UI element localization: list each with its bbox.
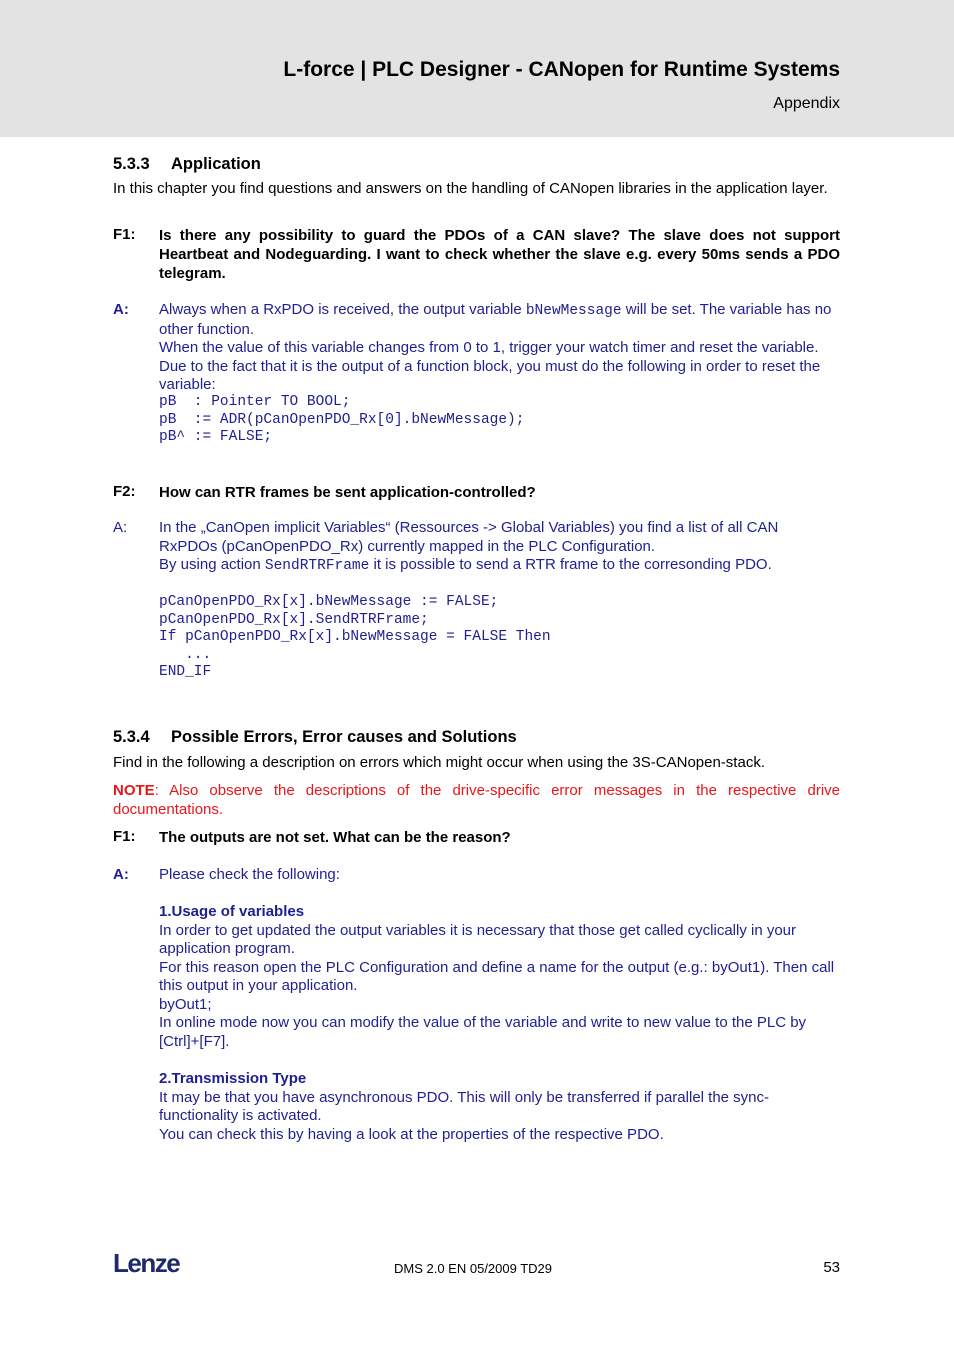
answer-label: A: [113, 519, 128, 536]
footer-doc-id: DMS 2.0 EN 05/2009 TD29 [394, 1261, 553, 1276]
question-label: F1: [113, 226, 136, 243]
check-item-usage [159, 903, 840, 1051]
answer-text [159, 519, 840, 576]
logo-text: Lenze [113, 1248, 180, 1278]
answer-text-part: will be set. The variable has no other function. [159, 301, 832, 338]
document-section: Appendix [773, 95, 840, 112]
section-number: 5.3.3 [113, 155, 150, 173]
lenze-logo [113, 1248, 193, 1280]
code-block: pCanOpenPDO_Rx[x].bNewMessage := FALSE; pCanOpenPDO_Rx[x].SendRTRFrame; If pCanOpenPDO_Rx[x].bNewMessage = FALSE Then ... END_IF [159, 594, 551, 680]
page-number: 53 [823, 1259, 840, 1276]
answer-label: A: [113, 301, 129, 318]
answer-label: A: [113, 866, 129, 883]
code-block: pB : Pointer TO BOOL; pB := ADR(pCanOpenPDO_Rx[0].bNewMessage); pB^ := FALSE; [159, 394, 525, 445]
inline-code: SendRTRFrame [264, 558, 370, 574]
section-heading-534 [113, 728, 517, 747]
question-text: Is there any possibility to guard the PDOs of a CAN slave? The slave does not support Heartbeat and Nodeguarding. I want to check whether the slave e.g. every 50ms sends a PDO telegram. [159, 227, 840, 282]
section-title: Application [171, 155, 261, 173]
section-heading-533 [113, 155, 261, 174]
answer-text-part: Always when a RxPDO is received, the output variable [159, 301, 526, 318]
question-text: How can RTR frames be sent application-controlled? [159, 484, 536, 501]
section-title: Possible Errors, Error causes and Solutions [171, 728, 517, 746]
answer-text [159, 301, 840, 395]
check-item-text: In order to get updated the output variables it is necessary that those get called cyclically in your application program. For this reason open the PLC Configuration and define a name for the output (e.g.: byOut1). Then call this output in your application. byOut1; In online mode now you can modify the value of the variable and write to new value to the PLC by [Ctrl]+[F7]. [159, 921, 835, 1050]
answer-paragraph: When the value of this variable changes from 0 to 1, trigger your watch timer and reset the variable. Due to the fact that it is the output of a function block, you must do the following in order to reset the variable: [159, 339, 821, 393]
check-item-title: 1.Usage of variables [159, 903, 305, 920]
question-text: The outputs are not set. What can be the reason? [159, 829, 511, 846]
note [113, 781, 840, 819]
page-header [0, 0, 954, 137]
section-intro: Find in the following a description on errors which might occur when using the 3S-CANopen-stack. [113, 754, 765, 771]
question-label: F1: [113, 828, 136, 845]
check-item-title: 2.Transmission Type [159, 1070, 307, 1087]
question-label: F2: [113, 483, 136, 500]
check-item-text: It may be that you have asynchronous PDO. This will only be transferred if parallel the sync-functionality is activated. You can check this by having a look at the properties of the respective PDO. [159, 1088, 770, 1143]
answer-intro: Please check the following: [159, 866, 340, 883]
document-title: L-force | PLC Designer - CANopen for Runtime Systems [283, 58, 840, 81]
answer-paragraph: In the „CanOpen implicit Variables“ (Ressources -> Global Variables) you find a list of all CAN RxPDOs (pCanOpenPDO_Rx) currently mapped in the PLC Configuration. [159, 519, 779, 555]
section-number: 5.3.4 [113, 728, 150, 746]
note-text: : Also observe the descriptions of the drive-specific error messages in the respective drive documentations. [113, 782, 840, 818]
check-item-transmission [159, 1070, 840, 1144]
section-intro: In this chapter you find questions and answers on the handling of CANopen libraries in the application layer. [113, 180, 828, 197]
answer-text-part: it is possible to send a RTR frame to the corresonding PDO. [369, 556, 772, 573]
answer-text-part: By using action [159, 556, 265, 573]
note-label: NOTE [113, 782, 155, 799]
inline-code: bNewMessage [525, 303, 622, 319]
